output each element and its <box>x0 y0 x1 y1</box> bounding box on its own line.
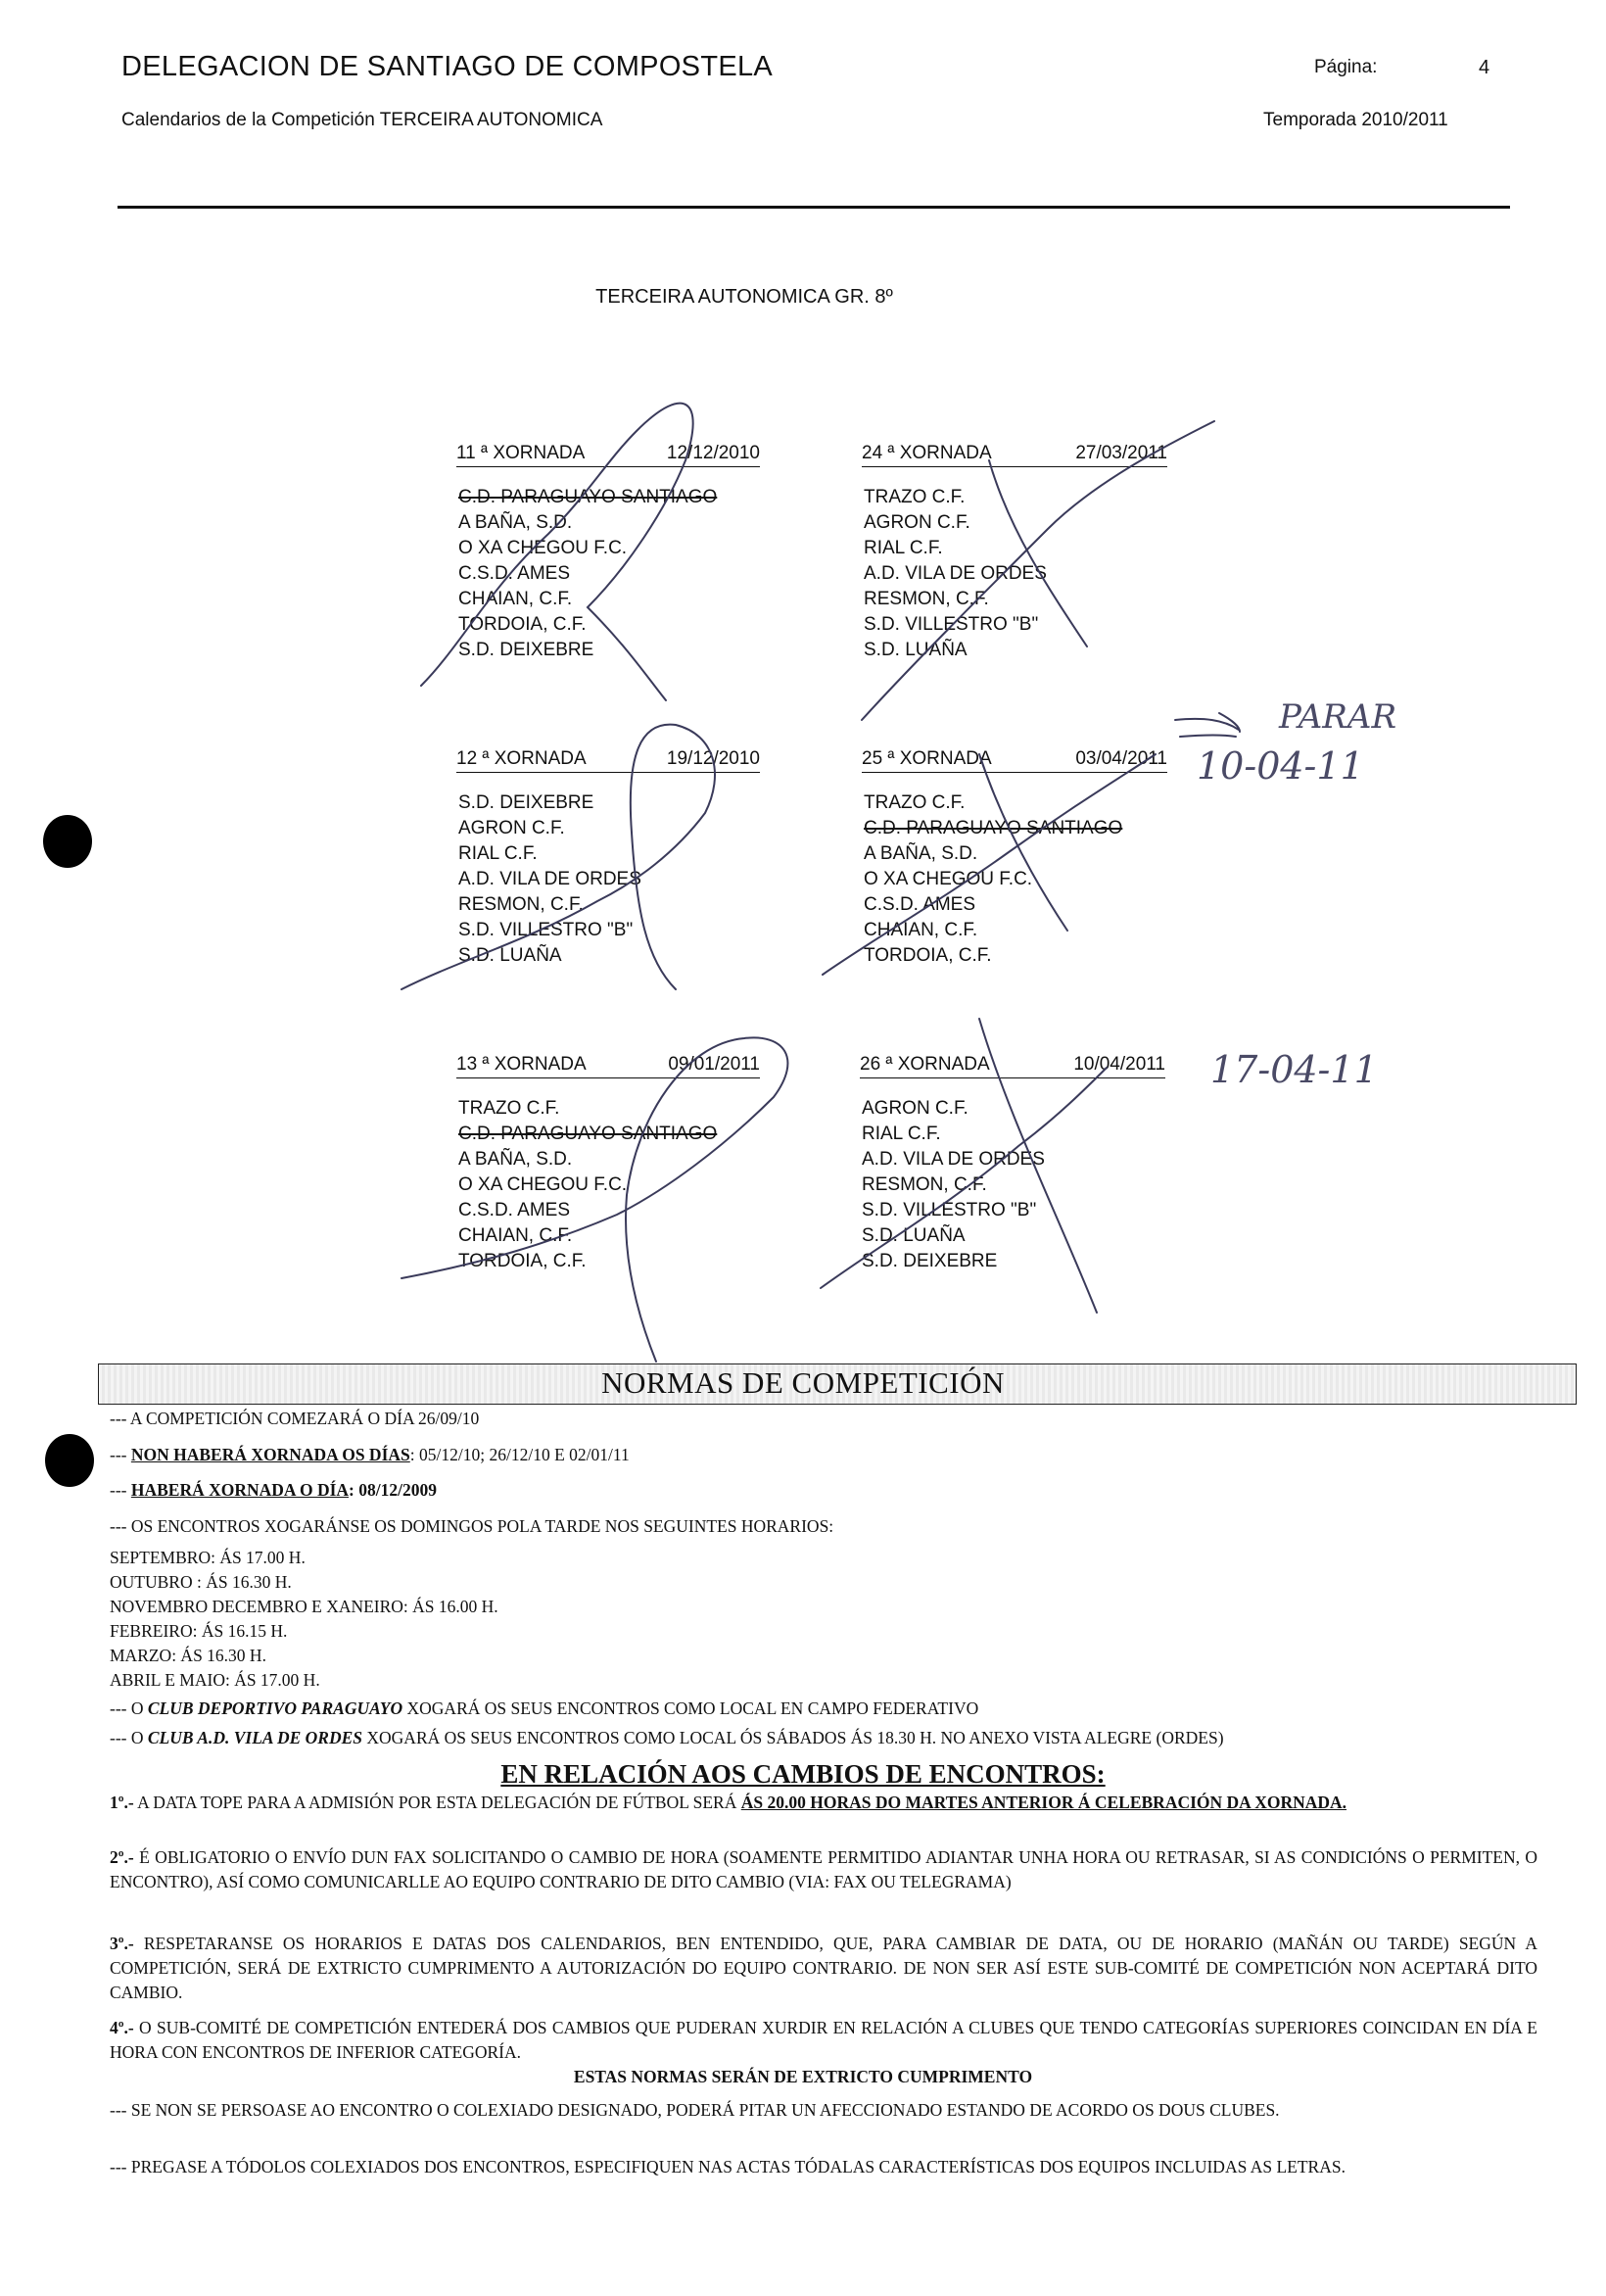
club2-text: XOGARÁ OS SEUS ENCONTROS COMO LOCAL ÓS SÁBADOS ÁS 18.30 H. NO ANEXO VISTA ALEGRE (ORDES) <box>362 1728 1224 1747</box>
team-line: O XA CHEGOU F.C. <box>864 869 1033 889</box>
schedule-item: ABRIL E MAIO: ÁS 17.00 H. <box>110 1670 320 1690</box>
schedule-item: OUTUBRO : ÁS 16.30 H. <box>110 1572 292 1592</box>
season: Temporada 2010/2011 <box>1263 110 1448 130</box>
team-line: A.D. VILA DE ORDES <box>862 1149 1045 1170</box>
team-line: A.D. VILA DE ORDES <box>864 563 1047 584</box>
team-line: AGRON C.F. <box>864 512 970 533</box>
schedule-item: NOVEMBRO DECEMBRO E XANEIRO: ÁS 16.00 H. <box>110 1597 498 1616</box>
team-line: S.D. VILLESTRO "B" <box>864 614 1039 635</box>
club1-line <box>110 1697 1539 1721</box>
rule-text: RESPETARANSE OS HORARIOS E DATAS DOS CALENDARIOS, BEN ENTENDIDO, QUE, PARA CAMBIAR DE DATA, OU DE HORARIO (MAÑÁN OU TARDE) SEGÚN A COMPETICIÓN, SERÁ DE EXTRICTO CUMPRIMENTO A AUTORIZACIÓN DO EQUIPO CONTRARIO. DE NON SER ASÍ ESTE SUB-COMITÉ DE COMPETICIÓN NON ACEPTARÁ DITO CAMBIO. <box>110 1934 1537 2002</box>
scribble-round-11 <box>421 404 693 700</box>
round-date: 03/04/2011 <box>1075 748 1167 769</box>
strict-notice: ESTAS NORMAS SERÁN DE EXTRICTO CUMPRIMENTO <box>573 2067 1033 2086</box>
team-line: TORDOIA, C.F. <box>458 1251 587 1271</box>
document-title: DELEGACION DE SANTIAGO DE COMPOSTELA <box>121 51 774 82</box>
cross-round-25 <box>823 754 1156 975</box>
club1-name: CLUB DEPORTIVO PARAGUAYO <box>147 1698 403 1718</box>
team-line: A BAÑA, S.D. <box>458 512 573 533</box>
team-line: TRAZO C.F. <box>864 792 966 813</box>
norms-title: NORMAS DE COMPETICIÓN <box>601 1365 1005 1400</box>
start-line: --- A COMPETICIÓN COMEZARÁ O DÍA 26/09/10 <box>110 1409 480 1428</box>
rule-text: O SUB-COMITÉ DE COMPETICIÓN ENTEDERÁ DOS CAMBIOS QUE PUDERAN XURDIR EN RELACIÓN A CLUBES QUE TENDO CATEGORÍAS SUPERIORES COINCIDAN EN DÍA E HORA CON ENCONTROS DE INFERIOR CATEGORÍA. <box>110 2018 1537 2062</box>
cross-round-26 <box>821 1068 1107 1288</box>
document-subtitle: Calendarios de la Competición TERCEIRA AUTONOMICA <box>121 110 603 130</box>
round-date: 10/04/2011 <box>1073 1054 1165 1075</box>
round-day-line <box>110 1478 1539 1503</box>
no-round-label: NON HABERÁ XORNADA OS DÍAS <box>130 1445 410 1464</box>
team-line: RIAL C.F. <box>458 843 538 864</box>
punch-hole <box>43 815 92 868</box>
team-line: RIAL C.F. <box>864 538 943 558</box>
changes-title: EN RELACIÓN AOS CAMBIOS DE ENCONTROS: <box>500 1759 1106 1789</box>
prefix: --- O <box>110 1728 148 1747</box>
schedule-item: SEPTEMBRO: ÁS 17.00 H. <box>110 1548 306 1567</box>
rule-text: A DATA TOPE PARA A ADMISIÓN POR ESTA DELEGACIÓN DE FÚTBOL SERÁ <box>133 1793 741 1812</box>
team-line: TORDOIA, C.F. <box>458 614 587 635</box>
arrow-mark <box>1175 713 1240 737</box>
team-line: TRAZO C.F. <box>458 1098 560 1119</box>
team-line: AGRON C.F. <box>458 818 565 838</box>
team-line: S.D. DEIXEBRE <box>458 640 594 660</box>
team-line: CHAIAN, C.F. <box>458 1225 573 1246</box>
team-line: S.D. DEIXEBRE <box>862 1251 998 1271</box>
referee-note-2: --- PREGASE A TÓDOLOS COLEXIADOS DOS ENCONTROS, ESPECIFIQUEN NAS ACTAS TÓDALAS CARACTERÍSTICAS DOS EQUIPOS INCLUIDAS AS LETRAS. <box>110 2157 1346 2176</box>
rule-4 <box>110 2016 1537 2065</box>
round-day-date: : 08/12/2009 <box>349 1480 437 1500</box>
team-line: RESMON, C.F. <box>862 1174 987 1195</box>
round-date: 09/01/2011 <box>668 1054 760 1075</box>
round-name: 25 ª XORNADA <box>862 748 992 769</box>
schedule-intro: --- OS ENCONTROS XOGARÁNSE OS DOMINGOS POLA TARDE NOS SEGUINTES HORARIOS: <box>110 1516 834 1536</box>
team-line: O XA CHEGOU F.C. <box>458 1174 628 1195</box>
team-line: A.D. VILA DE ORDES <box>458 869 641 889</box>
team-line: C.D. PARAGUAYO SANTIAGO <box>458 487 718 507</box>
punch-hole <box>45 1434 94 1487</box>
team-line: C.S.D. AMES <box>864 894 976 915</box>
group-title: TERCEIRA AUTONOMICA GR. 8º <box>595 286 893 308</box>
rule-text: É OBLIGATORIO O ENVÍO DUN FAX SOLICITANDO O CAMBIO DE HORA (SOAMENTE PERMITIDO ADIANTAR UNHA HORA OU RETRASAR, SI AS CONDICIÓNS O PERMITEN, O ENCONTRO), ASÍ COMO COMUNICARLLE AO EQUIPO CONTRARIO DE DITO CAMBIO (VIA: FAX OU TELEGRAMA) <box>110 1847 1537 1891</box>
club2-name: CLUB A.D. VILA DE ORDES <box>147 1728 363 1747</box>
team-line: A BAÑA, S.D. <box>864 843 978 864</box>
round-name: 24 ª XORNADA <box>862 443 992 463</box>
handwritten-note-parar: PARAR <box>1279 697 1397 737</box>
round-date: 12/12/2010 <box>666 443 760 463</box>
team-line: RESMON, C.F. <box>864 589 989 609</box>
no-round-dates: : 05/12/10; 26/12/10 E 02/01/11 <box>409 1445 630 1464</box>
team-line: S.D. DEIXEBRE <box>458 792 594 813</box>
team-line: AGRON C.F. <box>862 1098 968 1119</box>
referee-note-1: --- SE NON SE PERSOASE AO ENCONTRO O COLEXIADO DESIGNADO, PODERÁ PITAR UN AFECCIONADO ESTANDO DE ACORDO OS DOUS CLUBES. <box>110 2100 1280 2120</box>
page-label: Página: <box>1314 57 1378 77</box>
team-line: A BAÑA, S.D. <box>458 1149 573 1170</box>
team-line: RIAL C.F. <box>862 1124 941 1144</box>
rule-2 <box>110 1845 1537 1894</box>
schedule-item: MARZO: ÁS 16.30 H. <box>110 1646 266 1665</box>
rule-3 <box>110 1932 1537 2005</box>
rule-number: 4º.- <box>110 2018 134 2037</box>
team-line: S.D. VILLESTRO "B" <box>458 920 634 940</box>
round-name: 12 ª XORNADA <box>456 748 587 769</box>
handwritten-date-1: 10-04-11 <box>1197 744 1364 788</box>
scribble-round-13 <box>402 1037 787 1362</box>
page-number: 4 <box>1479 57 1490 78</box>
team-line: S.D. VILLESTRO "B" <box>862 1200 1037 1220</box>
rule-deadline: ÁS 20.00 HORAS DO MARTES ANTERIOR Á CELEBRACIÓN DA XORNADA. <box>740 1793 1347 1812</box>
team-line: C.S.D. AMES <box>458 563 571 584</box>
round-day-label: HABERÁ XORNADA O DÍA <box>130 1480 350 1500</box>
handwritten-date-2: 17-04-11 <box>1210 1048 1378 1091</box>
schedule-item: FEBREIRO: ÁS 16.15 H. <box>110 1621 288 1641</box>
prefix: --- <box>110 1480 131 1500</box>
team-line: CHAIAN, C.F. <box>864 920 978 940</box>
round-name: 26 ª XORNADA <box>860 1054 990 1075</box>
scribble-round-12 <box>402 725 715 989</box>
rule-number: 2º.- <box>110 1847 134 1867</box>
round-name: 13 ª XORNADA <box>456 1054 587 1075</box>
club1-text: XOGARÁ OS SEUS ENCONTROS COMO LOCAL EN CAMPO FEDERATIVO <box>402 1698 979 1718</box>
cross-round-24-b <box>989 460 1087 646</box>
round-name: 11 ª XORNADA <box>456 443 586 463</box>
team-line: TRAZO C.F. <box>864 487 966 507</box>
round-date: 27/03/2011 <box>1075 443 1167 463</box>
team-line: O XA CHEGOU F.C. <box>458 538 628 558</box>
team-line: C.D. PARAGUAYO SANTIAGO <box>864 818 1123 838</box>
schedule-list <box>110 1546 1539 1693</box>
round-date: 19/12/2010 <box>666 748 760 769</box>
rule-number: 3º.- <box>110 1934 134 1953</box>
prefix: --- O <box>110 1698 148 1718</box>
team-line: RESMON, C.F. <box>458 894 584 915</box>
rule-1 <box>110 1791 1537 1815</box>
team-line: C.D. PARAGUAYO SANTIAGO <box>458 1124 718 1144</box>
team-line: S.D. LUAÑA <box>458 945 562 966</box>
team-line: S.D. LUAÑA <box>864 640 968 660</box>
prefix: --- <box>110 1445 131 1464</box>
team-line: S.D. LUAÑA <box>862 1225 966 1246</box>
team-line: TORDOIA, C.F. <box>864 945 992 966</box>
rule-number: 1º.- <box>110 1793 134 1812</box>
club2-line <box>110 1726 1579 1750</box>
cross-round-26-b <box>979 1019 1097 1313</box>
team-line: CHAIAN, C.F. <box>458 589 573 609</box>
team-line: C.S.D. AMES <box>458 1200 571 1220</box>
no-round-line <box>110 1443 1539 1467</box>
